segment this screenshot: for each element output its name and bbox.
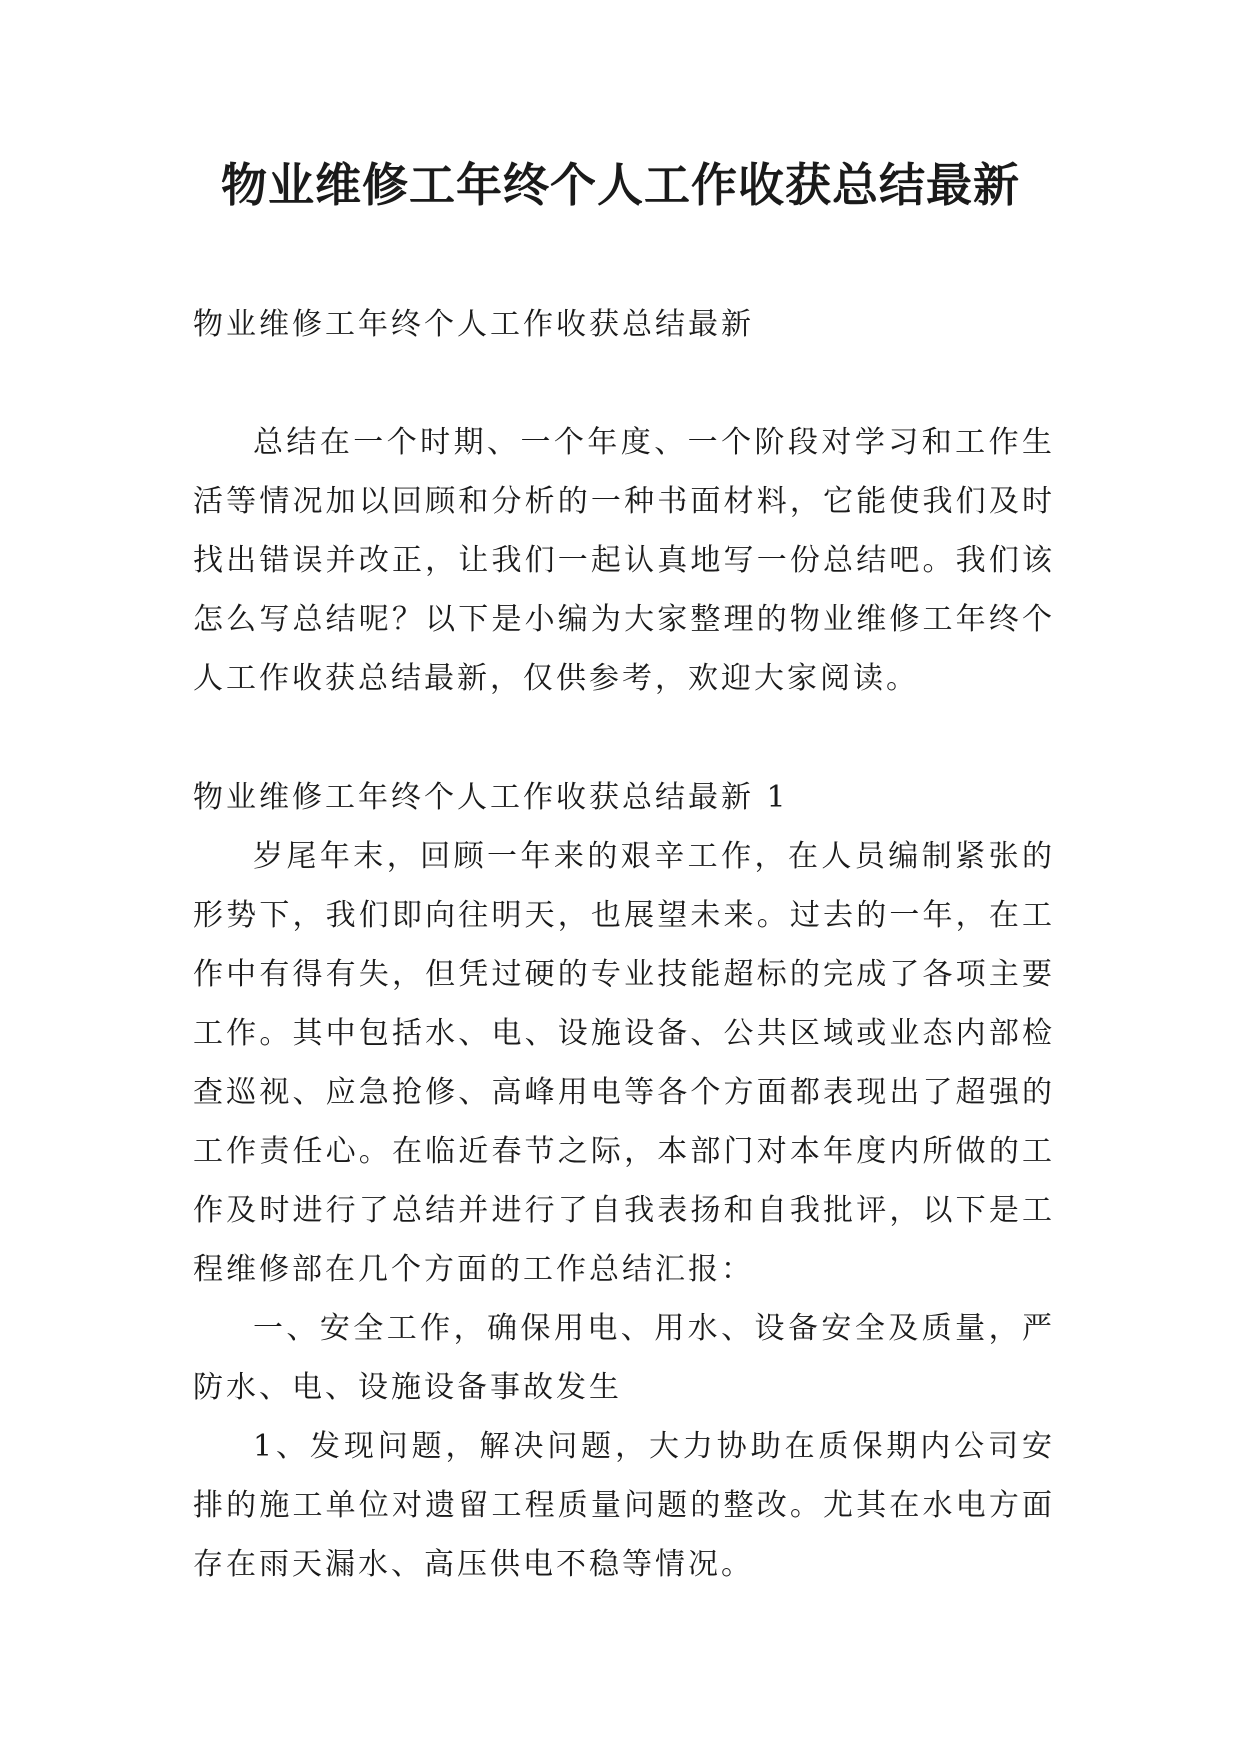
intro-paragraph: 总结在一个时期、一个年度、一个阶段对学习和工作生活等情况加以回顾和分析的一种书面材料，它能使我们及时找出错误并改正，让我们一起认真地写一份总结吧。我们该怎么写总结呢？以下是小编为大家整理的物业维修工年终个人工作收获总结最新，仅供参考，欢迎大家阅读。 xyxy=(193,425,1055,696)
body-paragraph: 岁尾年末，回顾一年来的艰辛工作，在人员编制紧张的形势下，我们即向往明天，也展望未来。过去的一年，在工作中有得有失，但凭过硬的专业技能超标的完成了各项主要工作。其中包括水、电、设施设备、公共区域或业态内部检查巡视、应急抢修、高峰用电等各个方面都表现出了超强的工作责任心。在临近春节之际，本部门对本年度内所做的工作及时进行了总结并进行了自我表扬和自我批评，以下是工程维修部在几个方面的工作总结汇报： xyxy=(193,839,1055,1287)
document-body xyxy=(193,295,1055,1594)
section-point-heading: 一、安全工作，确保用电、用水、设备安全及质量，严防水、电、设施设备事故发生 xyxy=(193,1311,1055,1405)
document-title: 物业维修工年终个人工作收获总结最新 xyxy=(221,158,1020,212)
section-heading: 物业维修工年终个人工作收获总结最新 1 xyxy=(193,780,789,815)
numbered-item: 1、发现问题，解决问题，大力协助在质保期内公司安排的施工单位对遗留工程质量问题的整改。尤其在水电方面存在雨天漏水、高压供电不稳等情况。 xyxy=(193,1429,1055,1582)
document-subtitle: 物业维修工年终个人工作收获总结最新 xyxy=(193,307,754,342)
